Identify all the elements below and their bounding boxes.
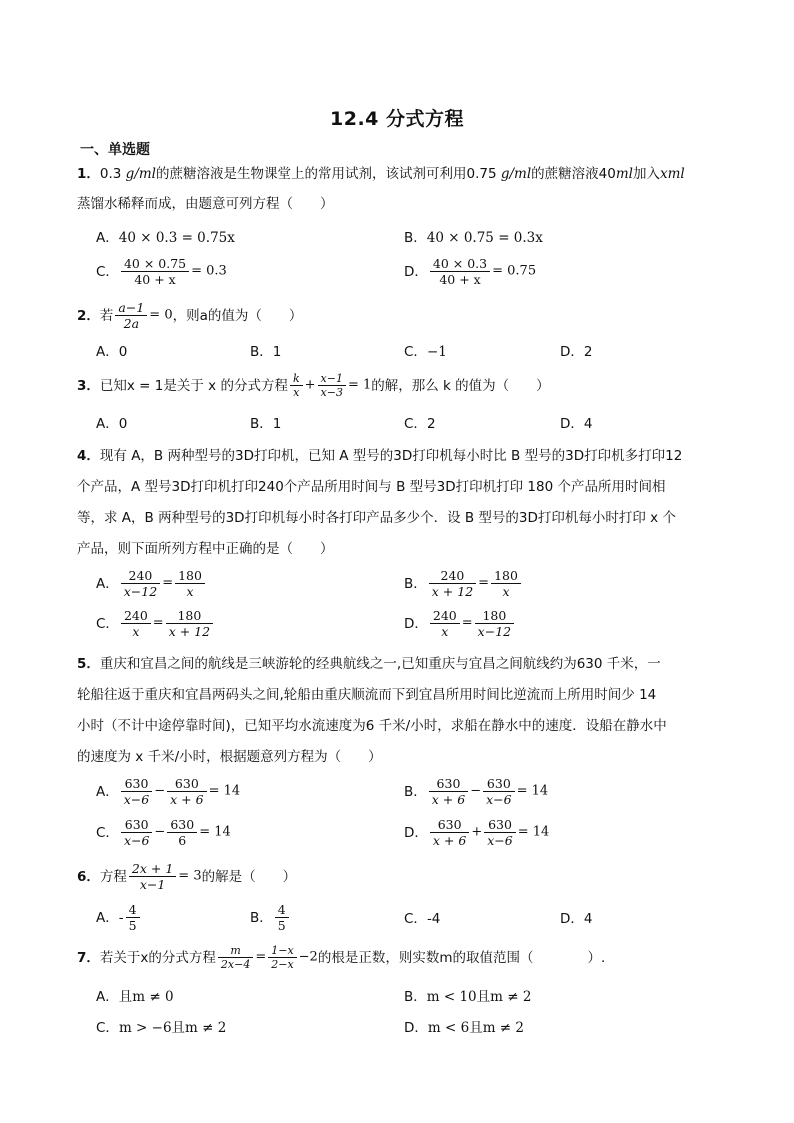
question-text: 的解是（ ） xyxy=(201,868,297,885)
fraction: $\frac{630}{6}$ xyxy=(167,817,197,848)
fraction: $\frac{630}{x + 6}$ xyxy=(429,776,468,807)
question-2-option-b: B．1 xyxy=(250,344,282,360)
question-number: 1． xyxy=(77,166,100,182)
question-5-option-a: A． $\frac{630}{x-6}$ − $\frac{630}{x + 6}$ = 14 xyxy=(96,776,241,807)
question-7-option-b: B．m < 10且m ≠ 2 xyxy=(404,989,532,1005)
question-6-option-d: D．4 xyxy=(560,911,593,927)
question-2-option-c: C．−1 xyxy=(404,344,447,360)
math-unit: g/ml xyxy=(125,166,156,182)
equation-rhs: = 0 xyxy=(149,307,173,323)
question-2-option-d: D．2 xyxy=(560,344,593,360)
fraction: $\frac{630}{x-6}$ xyxy=(121,776,152,807)
fraction: $\frac{180}{x + 12}$ xyxy=(166,608,213,639)
question-6-line-1: 6．方程 $\frac{2x + 1}{x-1}$ = 3的解是（ ） xyxy=(77,861,297,892)
question-text: 若 xyxy=(99,307,114,324)
fraction: $\frac{2x + 1}{x-1}$ xyxy=(129,861,176,892)
question-number: 2． xyxy=(77,307,100,324)
question-text: 的蔗糖溶液是生物课堂上的常用试剂，该试剂可利用0.75 xyxy=(155,166,501,182)
fraction: $\frac{k}{x}$ xyxy=(290,372,303,399)
option-label: C． xyxy=(96,263,119,280)
section-heading: 一、单选题 xyxy=(80,142,150,158)
question-text: ，则a的值为（ ） xyxy=(172,307,303,324)
question-3-option-a: A．0 xyxy=(96,416,128,432)
question-number: 5． xyxy=(77,656,100,672)
fraction: $\frac{180}{x-12}$ xyxy=(475,608,514,639)
question-text: 的根是正数，则实数m的取值范围（ ）. xyxy=(317,949,606,966)
fraction: $\frac{1-x}{2-x}$ xyxy=(268,944,296,971)
fraction: $\frac{630}{x-6}$ xyxy=(484,817,515,848)
fraction: $\frac{4}{5}$ xyxy=(275,902,289,933)
question-3-option-c: C．2 xyxy=(404,416,436,432)
question-3-line-1: 3．已知x = 1是关于 x 的分式方程 $\frac{k}{x}$ + $\frac{x-1}{x-3}$ = 1的解，那么 k 的值为（ ） xyxy=(77,372,550,399)
question-1-option-a xyxy=(96,228,235,248)
question-5-line-1 xyxy=(77,654,661,674)
fraction: $\frac{x-1}{x-3}$ xyxy=(318,372,346,399)
math-unit: ml xyxy=(615,166,633,182)
question-number: 4． xyxy=(77,448,100,464)
question-6-option-c: C．-4 xyxy=(404,911,441,927)
question-4-line-2: 个产品，A 型号3D打印机打印240个产品所用时间与 B 型号3D打印机打印 180 个产品所用时间相 xyxy=(77,479,666,495)
question-text: 方程 xyxy=(99,868,127,885)
question-7-option-a: A．且m ≠ 0 xyxy=(96,989,174,1005)
question-7-option-d: D．m < 6且m ≠ 2 xyxy=(404,1020,524,1036)
fraction: $\frac{630}{x-6}$ xyxy=(483,776,514,807)
question-5-line-4: 的速度为 x 千米/小时，根据题意列方程为（ ） xyxy=(77,749,382,765)
question-7-option-c: C．m > −6且m ≠ 2 xyxy=(96,1020,227,1036)
question-number: 3． xyxy=(77,377,100,394)
question-4-option-a: A． $\frac{240}{x-12}$ = $\frac{180}{x}$ xyxy=(96,568,207,599)
question-1-option-c xyxy=(96,256,227,287)
question-1-option-d xyxy=(404,256,536,287)
fraction: $\frac{240}{x + 12}$ xyxy=(429,568,476,599)
equation-rhs: = 0.3 xyxy=(191,263,227,279)
question-4-option-c: C． $\frac{240}{x}$ = $\frac{180}{x + 12}$ xyxy=(96,608,215,639)
question-text: 加入 xyxy=(632,166,660,182)
option-label: B． xyxy=(404,230,427,246)
question-1-line-1 xyxy=(77,164,685,184)
math-unit: g/ml xyxy=(500,166,532,182)
option-label: D． xyxy=(404,263,428,280)
question-3-option-b: B．1 xyxy=(250,416,282,432)
question-4-line-1 xyxy=(77,446,682,466)
question-number: 6． xyxy=(77,868,100,885)
question-text: 的蔗糖溶液40 xyxy=(531,166,616,182)
option-text: 40 × 0.75 = 0.3x xyxy=(426,230,543,246)
question-4-line-3: 等，求 A，B 两种型号的3D打印机每小时各打印产品多少个．设 B 型号的3D打印机每小时打印 x 个 xyxy=(77,510,676,526)
question-text: 0.3 xyxy=(99,166,126,182)
question-1-line-2: 蒸馏水稀释而成，由题意可列方程（ ） xyxy=(77,196,334,212)
fraction: $\frac{630}{x + 6}$ xyxy=(167,776,206,807)
question-4-option-b: B． $\frac{240}{x + 12}$ = $\frac{180}{x}$ xyxy=(404,568,523,599)
question-text: 若关于x的分式方程 xyxy=(99,949,216,966)
question-2-option-a: A．0 xyxy=(96,344,128,360)
question-4-option-d: D． $\frac{240}{x}$ = $\frac{180}{x-12}$ xyxy=(404,608,516,639)
question-7-line-1: 7．若关于x的分式方程 $\frac{m}{2x-4}$ = $\frac{1-x}{2-x}$ −2的根是正数，则实数m的取值范围（ ）. xyxy=(77,944,606,971)
fraction: $\frac{40 \times 0.75}{40 + x}$ xyxy=(121,256,189,287)
fraction: $\frac{a-1}{2a}$ xyxy=(115,300,147,331)
fraction: $\frac{630}{x-6}$ xyxy=(121,817,152,848)
fraction: $\frac{180}{x}$ xyxy=(175,568,205,599)
page-title: 12.4 分式方程 xyxy=(330,108,464,130)
option-label: A． xyxy=(96,230,119,246)
question-5-option-c: C． $\frac{630}{x-6}$ − $\frac{630}{6}$ = 14 xyxy=(96,817,231,848)
question-6-option-b: B． $\frac{4}{5}$ xyxy=(250,902,291,933)
question-5-option-d: D． $\frac{630}{x + 6}$ + $\frac{630}{x-6}$ = 14 xyxy=(404,817,550,848)
fraction: $\frac{40 \times 0.3}{40 + x}$ xyxy=(430,256,490,287)
question-5-line-3: 小时（不计中途停靠时间)，已知平均水流速度为6 千米/小时，求船在静水中的速度．设船在静水中 xyxy=(77,718,667,734)
fraction: $\frac{240}{x}$ xyxy=(430,608,460,639)
question-text: 的解，那么 k 的值为（ ） xyxy=(371,377,550,394)
question-number: 7． xyxy=(77,949,100,966)
fraction: $\frac{630}{x + 6}$ xyxy=(430,817,469,848)
question-text: 已知x = 1是关于 x 的分式方程 xyxy=(99,377,288,394)
question-1-option-b xyxy=(404,228,543,248)
fraction: $\frac{m}{2x-4}$ xyxy=(218,944,253,971)
question-4-line-4: 产品，则下面所列方程中正确的是（ ） xyxy=(77,541,334,557)
fraction: $\frac{240}{x}$ xyxy=(121,608,151,639)
question-5-line-2: 轮船往返于重庆和宜昌两码头之间,轮船由重庆顺流而下到宜昌所用时间比逆流而上所用时间少 14 xyxy=(77,687,657,703)
fraction: $\frac{4}{5}$ xyxy=(126,902,140,933)
question-2-line-1 xyxy=(77,300,302,331)
equation-rhs: = 0.75 xyxy=(492,263,537,279)
math-unit: xml xyxy=(659,166,685,182)
fraction: $\frac{180}{x}$ xyxy=(491,568,521,599)
question-text: 现有 A，B 两种型号的3D打印机，已知 A 型号的3D打印机每小时比 B 型号的3D打印机多打印12 xyxy=(99,448,683,464)
question-3-option-d: D．4 xyxy=(560,416,593,432)
question-5-option-b: B． $\frac{630}{x + 6}$ − $\frac{630}{x-6}$ = 14 xyxy=(404,776,549,807)
question-6-option-a: A．- $\frac{4}{5}$ xyxy=(96,902,142,933)
question-text: 重庆和宜昌之间的航线是三峡游轮的经典航线之一,已知重庆与宜昌之间航线约为630 千米，一 xyxy=(99,656,661,672)
option-text: 40 × 0.3 = 0.75x xyxy=(118,230,235,246)
fraction: $\frac{240}{x-12}$ xyxy=(121,568,160,599)
